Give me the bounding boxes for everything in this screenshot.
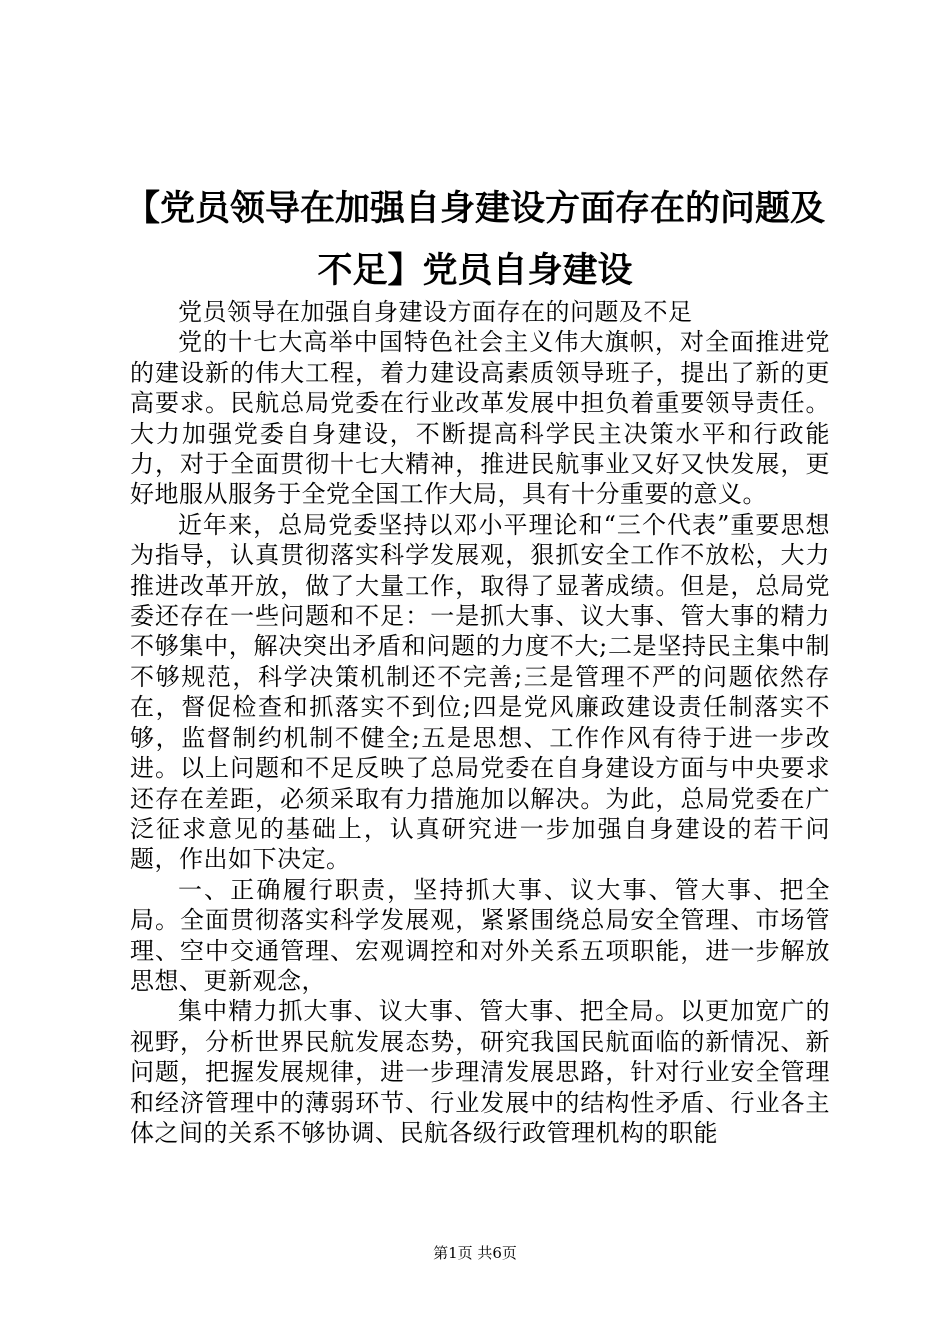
page-footer: 第1页 共6页 [433,1244,517,1262]
paragraph-focus: 集中精力抓大事、议大事、管大事、把全局。以更加宽广的视野，分析世界民航发展态势，研究我国民航面临的新情况、新问题，把握发展规律，进一步理清发展思路，针对行业安全管理和经济管理中的薄弱环节、行业发展中的结构性矛盾、行业各主体之间的关系不够协调、民航各级行政管理机构的职能 [130,997,830,1147]
paragraph-section-one: 一、正确履行职责，坚持抓大事、议大事、管大事、把全局。全面贯彻落实科学发展观，紧紧围绕总局安全管理、市场管理、空中交通管理、宏观调控和对外关系五项职能，进一步解放思想、更新观念， [130,875,830,995]
document-body [130,297,830,1148]
paragraph-intro: 党的十七大高举中国特色社会主义伟大旗帜，对全面推进党的建设新的伟大工程，着力建设高素质领导班子，提出了新的更高要求。民航总局党委在行业改革发展中担负着重要领导责任。大力加强党委自身建设，不断提高科学民主决策水平和行政能力，对于全面贯彻十七大精神，推进民航事业又好又快发展，更好地服从服务于全党全国工作大局，具有十分重要的意义。 [130,328,830,509]
document-title: 【党员领导在加强自身建设方面存在的问题及不足】党员自身建设 [124,188,825,291]
paragraph-subtitle: 党员领导在加强自身建设方面存在的问题及不足 [178,298,693,326]
paragraph-problems: 近年来，总局党委坚持以邓小平理论和“三个代表”重要思想为指导，认真贯彻落实科学发展观，狠抓安全工作不放松，大力推进改革开放，做了大量工作，取得了显著成绩。但是，总局党委还存在一些问题和不足：一是抓大事、议大事、管大事的精力不够集中，解决突出矛盾和问题的力度不大;二是坚持民主集中制不够规范，科学决策机制还不完善;三是管理不严的问题依然存在，督促检查和抓落实不到位;四是党风廉政建设责任制落实不够，监督制约机制不健全;五是思想、工作作风有待于进一步改进。以上问题和不足反映了总局党委在自身建设方面与中央要求还存在差距，必须采取有力措施加以解决。为此，总局党委在广泛征求意见的基础上，认真研究进一步加强自身建设的若干问题，作出如下决定。 [130,510,830,874]
